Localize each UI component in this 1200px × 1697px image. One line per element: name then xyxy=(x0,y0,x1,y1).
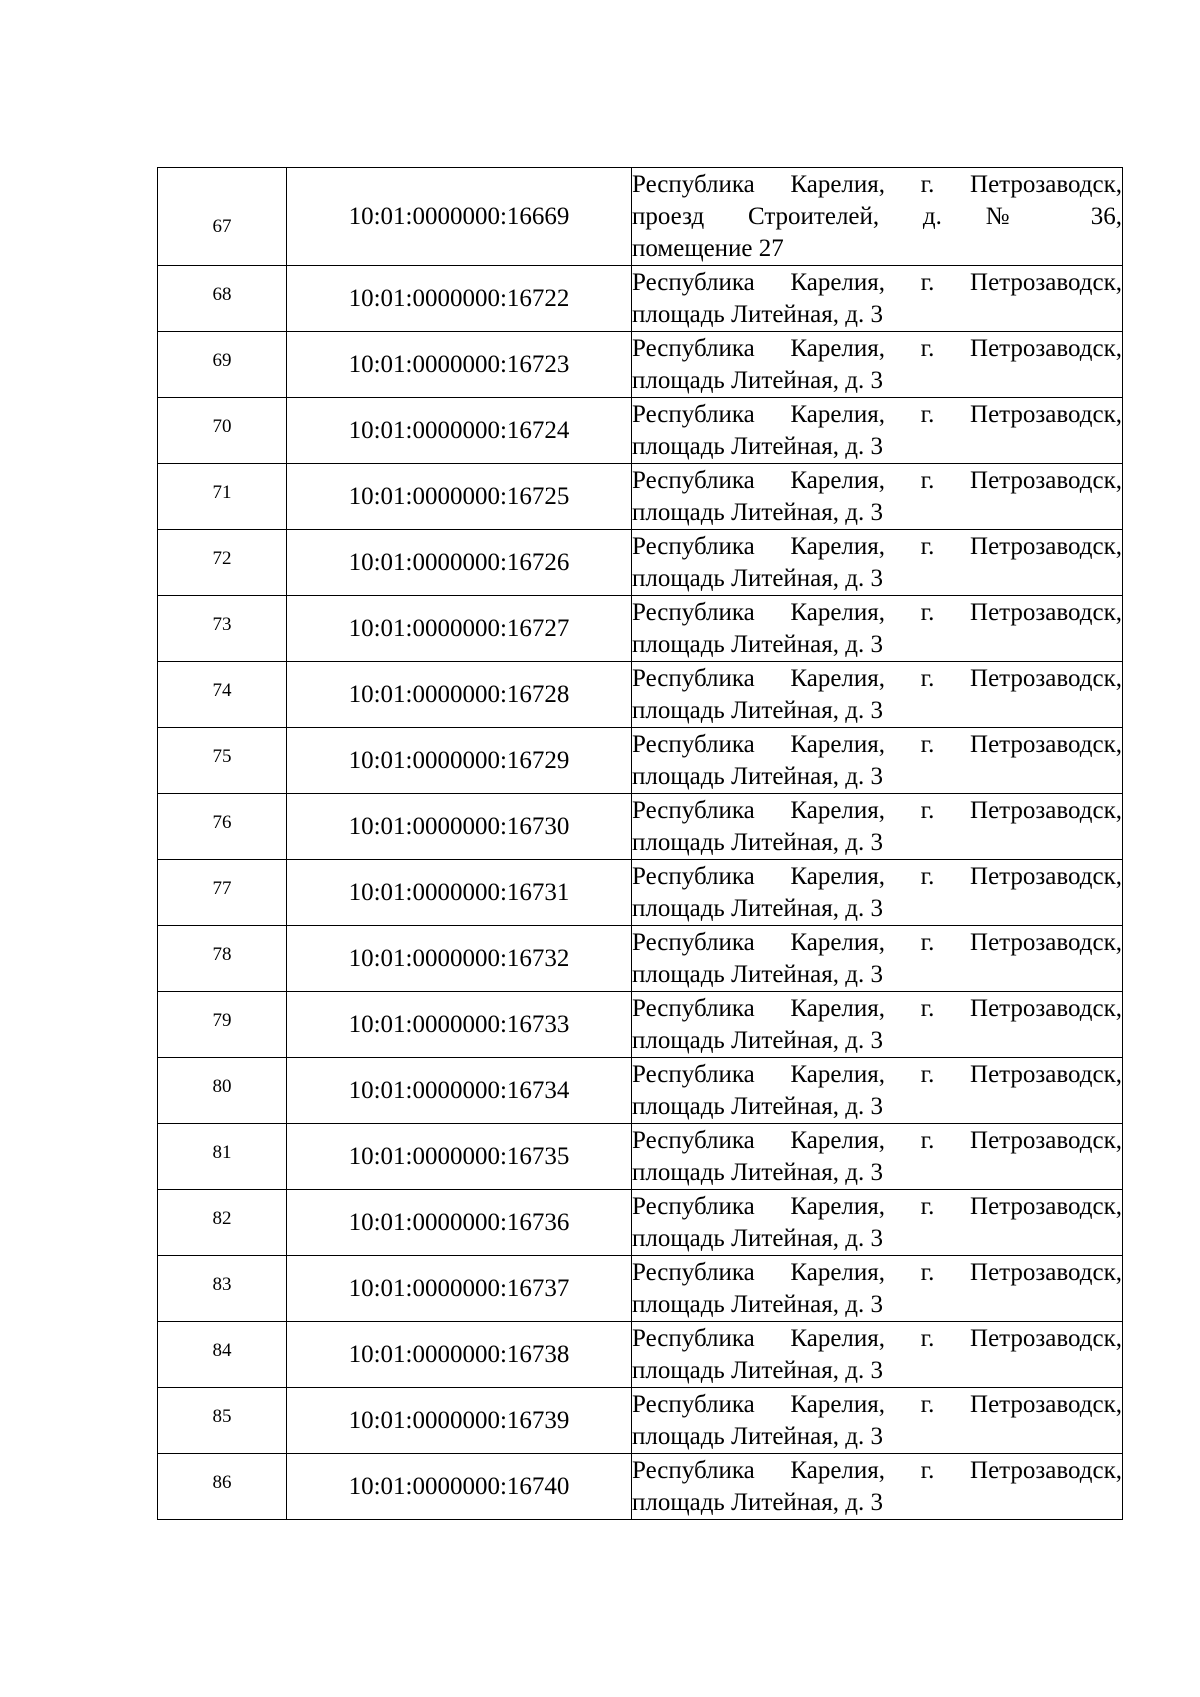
address-cell xyxy=(632,1256,1123,1322)
cadastral-number: 10:01:0000000:16728 xyxy=(287,662,632,728)
table-row xyxy=(158,926,1123,992)
address-line: площадь Литейная, д. 3 xyxy=(632,1422,884,1450)
address-line: площадь Литейная, д. 3 xyxy=(632,762,884,790)
row-number-cell xyxy=(158,266,287,332)
table-row xyxy=(158,1124,1123,1190)
row-number: 74 xyxy=(212,679,232,701)
cadastral-number: 10:01:0000000:16730 xyxy=(287,794,632,860)
cadastral-number: 10:01:0000000:16723 xyxy=(287,332,632,398)
address-line: Республика Карелия, г. Петрозаводск, xyxy=(632,466,1122,494)
cadastral-number: 10:01:0000000:16737 xyxy=(287,1256,632,1322)
address-line: площадь Литейная, д. 3 xyxy=(632,300,884,328)
address-line: Республика Карелия, г. Петрозаводск, xyxy=(632,664,1122,692)
address-line: Республика Карелия, г. Петрозаводск, xyxy=(632,598,1122,626)
row-number-cell xyxy=(158,1190,287,1256)
address-line: Республика Карелия, г. Петрозаводск, xyxy=(632,1126,1122,1154)
address-cell xyxy=(632,1190,1123,1256)
row-number-cell xyxy=(158,530,287,596)
row-number: 68 xyxy=(212,283,232,305)
address-cell xyxy=(632,530,1123,596)
address-line: Республика Карелия, г. Петрозаводск, xyxy=(632,400,1122,428)
address-cell xyxy=(632,1058,1123,1124)
address-line: площадь Литейная, д. 3 xyxy=(632,366,884,394)
row-number-cell xyxy=(158,926,287,992)
table-row xyxy=(158,168,1123,266)
table-row xyxy=(158,728,1123,794)
address-cell xyxy=(632,332,1123,398)
row-number: 85 xyxy=(212,1405,232,1427)
row-number-cell xyxy=(158,596,287,662)
cadastral-number: 10:01:0000000:16733 xyxy=(287,992,632,1058)
row-number: 83 xyxy=(212,1273,232,1295)
row-number-cell xyxy=(158,1388,287,1454)
address-cell xyxy=(632,992,1123,1058)
row-number-cell xyxy=(158,1124,287,1190)
row-number-cell xyxy=(158,860,287,926)
row-number: 86 xyxy=(212,1471,232,1493)
table-row xyxy=(158,1190,1123,1256)
address-line: Республика Карелия, г. Петрозаводск, xyxy=(632,1456,1122,1484)
table-row xyxy=(158,1058,1123,1124)
table-row xyxy=(158,992,1123,1058)
address-line: Республика Карелия, г. Петрозаводск, xyxy=(632,862,1122,890)
address-cell xyxy=(632,168,1123,266)
cadastral-number: 10:01:0000000:16740 xyxy=(287,1454,632,1520)
address-line: площадь Литейная, д. 3 xyxy=(632,498,884,526)
address-line: площадь Литейная, д. 3 xyxy=(632,564,884,592)
cadastral-number: 10:01:0000000:16736 xyxy=(287,1190,632,1256)
cadastral-number: 10:01:0000000:16722 xyxy=(287,266,632,332)
address-line: площадь Литейная, д. 3 xyxy=(632,1290,884,1318)
table-row xyxy=(158,266,1123,332)
row-number: 78 xyxy=(212,943,232,965)
address-line: площадь Литейная, д. 3 xyxy=(632,696,884,724)
address-line: Республика Карелия, г. Петрозаводск, xyxy=(632,730,1122,758)
address-cell xyxy=(632,728,1123,794)
address-line: площадь Литейная, д. 3 xyxy=(632,894,884,922)
address-line: площадь Литейная, д. 3 xyxy=(632,1092,884,1120)
row-number-cell xyxy=(158,992,287,1058)
address-cell xyxy=(632,860,1123,926)
row-number-cell xyxy=(158,332,287,398)
table-row xyxy=(158,1256,1123,1322)
cadastral-number: 10:01:0000000:16727 xyxy=(287,596,632,662)
table-row xyxy=(158,596,1123,662)
row-number-cell xyxy=(158,662,287,728)
row-number: 82 xyxy=(212,1207,232,1229)
row-number: 75 xyxy=(212,745,232,767)
address-line: Республика Карелия, г. Петрозаводск, xyxy=(632,1324,1122,1352)
row-number: 73 xyxy=(212,613,232,635)
row-number: 77 xyxy=(212,877,232,899)
cadastral-number: 10:01:0000000:16739 xyxy=(287,1388,632,1454)
address-line: Республика Карелия, г. Петрозаводск, xyxy=(632,170,1122,198)
row-number-cell xyxy=(158,398,287,464)
cadastral-number: 10:01:0000000:16669 xyxy=(287,168,632,266)
address-cell xyxy=(632,1388,1123,1454)
row-number: 80 xyxy=(212,1075,232,1097)
address-cell xyxy=(632,926,1123,992)
property-table-body xyxy=(158,168,1123,1520)
row-number-cell xyxy=(158,168,287,266)
row-number: 76 xyxy=(212,811,232,833)
table-row xyxy=(158,464,1123,530)
cadastral-number: 10:01:0000000:16738 xyxy=(287,1322,632,1388)
table-row xyxy=(158,1322,1123,1388)
row-number: 84 xyxy=(212,1339,232,1361)
address-line: Республика Карелия, г. Петрозаводск, xyxy=(632,1060,1122,1088)
row-number: 79 xyxy=(212,1009,232,1031)
address-line: площадь Литейная, д. 3 xyxy=(632,960,884,988)
row-number-cell xyxy=(158,464,287,530)
table-row xyxy=(158,1388,1123,1454)
address-line: Республика Карелия, г. Петрозаводск, xyxy=(632,532,1122,560)
table-row xyxy=(158,794,1123,860)
row-number-cell xyxy=(158,1322,287,1388)
address-line: Республика Карелия, г. Петрозаводск, xyxy=(632,928,1122,956)
address-line: площадь Литейная, д. 3 xyxy=(632,828,884,856)
address-line: Республика Карелия, г. Петрозаводск, xyxy=(632,1390,1122,1418)
row-number: 70 xyxy=(212,415,232,437)
address-cell xyxy=(632,662,1123,728)
cadastral-number: 10:01:0000000:16734 xyxy=(287,1058,632,1124)
row-number-cell xyxy=(158,1058,287,1124)
table-row xyxy=(158,398,1123,464)
cadastral-number: 10:01:0000000:16729 xyxy=(287,728,632,794)
address-line: Республика Карелия, г. Петрозаводск, xyxy=(632,994,1122,1022)
address-cell xyxy=(632,794,1123,860)
address-line: Республика Карелия, г. Петрозаводск, xyxy=(632,268,1122,296)
row-number-cell xyxy=(158,794,287,860)
address-line: помещение 27 xyxy=(632,234,784,262)
property-table xyxy=(157,167,1123,1520)
address-line: площадь Литейная, д. 3 xyxy=(632,1026,884,1054)
table-row xyxy=(158,332,1123,398)
address-line: Республика Карелия, г. Петрозаводск, xyxy=(632,334,1122,362)
table-row xyxy=(158,662,1123,728)
address-line: площадь Литейная, д. 3 xyxy=(632,432,884,460)
address-cell xyxy=(632,266,1123,332)
row-number: 67 xyxy=(212,215,232,237)
address-cell xyxy=(632,1124,1123,1190)
cadastral-number: 10:01:0000000:16732 xyxy=(287,926,632,992)
address-line: площадь Литейная, д. 3 xyxy=(632,1158,884,1186)
cadastral-number: 10:01:0000000:16735 xyxy=(287,1124,632,1190)
address-line: Республика Карелия, г. Петрозаводск, xyxy=(632,796,1122,824)
cadastral-number: 10:01:0000000:16726 xyxy=(287,530,632,596)
address-line: площадь Литейная, д. 3 xyxy=(632,1488,884,1516)
address-line: Республика Карелия, г. Петрозаводск, xyxy=(632,1258,1122,1286)
cadastral-number: 10:01:0000000:16731 xyxy=(287,860,632,926)
row-number-cell xyxy=(158,728,287,794)
address-line: площадь Литейная, д. 3 xyxy=(632,630,884,658)
row-number-cell xyxy=(158,1454,287,1520)
address-line: проезд Строителей, д. № 36, xyxy=(632,202,1122,230)
row-number: 71 xyxy=(212,481,232,503)
address-cell xyxy=(632,398,1123,464)
address-cell xyxy=(632,1454,1123,1520)
address-line: площадь Литейная, д. 3 xyxy=(632,1224,884,1252)
address-line: Республика Карелия, г. Петрозаводск, xyxy=(632,1192,1122,1220)
address-cell xyxy=(632,596,1123,662)
address-cell xyxy=(632,1322,1123,1388)
table-row xyxy=(158,860,1123,926)
row-number: 69 xyxy=(212,349,232,371)
table-row xyxy=(158,1454,1123,1520)
address-cell xyxy=(632,464,1123,530)
row-number-cell xyxy=(158,1256,287,1322)
row-number: 72 xyxy=(212,547,232,569)
table-row xyxy=(158,530,1123,596)
cadastral-number: 10:01:0000000:16725 xyxy=(287,464,632,530)
cadastral-number: 10:01:0000000:16724 xyxy=(287,398,632,464)
row-number: 81 xyxy=(212,1141,232,1163)
address-line: площадь Литейная, д. 3 xyxy=(632,1356,884,1384)
